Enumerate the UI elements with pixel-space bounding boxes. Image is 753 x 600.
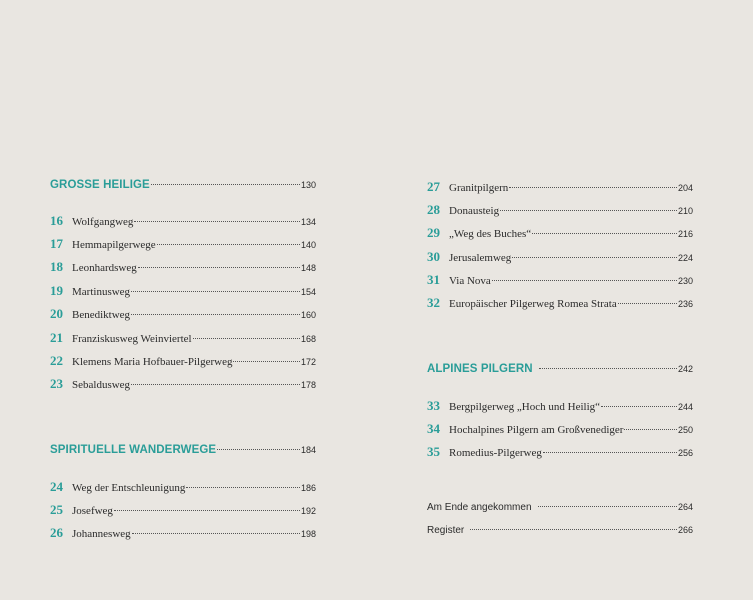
section-title: GROSSE HEILIGE <box>50 179 150 191</box>
chapter-title: Bergpilgerweg „Hoch und Heilig“ <box>449 401 601 413</box>
toc-entry <box>50 259 316 275</box>
leader-dots <box>193 338 300 339</box>
chapter-title: Granitpilgern <box>449 182 509 194</box>
toc-entry <box>50 525 316 541</box>
chapter-title: Weg der Entschleunigung <box>72 482 186 494</box>
section-heading-grosse-heilige <box>50 179 316 195</box>
leader-dots <box>114 510 300 511</box>
appendix-entry-register <box>427 525 693 541</box>
chapter-number: 21 <box>50 330 63 345</box>
chapter-number: 32 <box>427 295 440 310</box>
page-number: 172 <box>300 357 316 367</box>
page-number: 178 <box>300 380 316 390</box>
chapter-number: 16 <box>50 213 63 228</box>
toc-entry <box>50 479 316 495</box>
chapter-title: Europäischer Pilgerweg Romea Strata <box>449 298 617 310</box>
leader-dots <box>543 452 677 453</box>
chapter-title: Hemmapilgerwege <box>72 239 156 251</box>
chapter-number: 29 <box>427 225 440 240</box>
leader-dots <box>217 449 300 450</box>
section-heading-spirituelle-wanderwege <box>50 444 316 460</box>
page-number: 216 <box>677 229 693 239</box>
page-number: 244 <box>677 402 693 412</box>
leader-dots <box>131 384 300 385</box>
toc-entry <box>50 376 316 392</box>
leader-dots <box>618 303 677 304</box>
chapter-number: 18 <box>50 259 63 274</box>
page-number: 140 <box>300 240 316 250</box>
leader-dots <box>233 361 300 362</box>
page-number: 230 <box>677 276 693 286</box>
page-number: 186 <box>300 483 316 493</box>
toc-entry <box>427 179 693 195</box>
page-number: 198 <box>300 529 316 539</box>
toc-entry <box>427 272 693 288</box>
leader-dots <box>538 506 677 507</box>
page-number: 168 <box>300 334 316 344</box>
chapter-title: Josefweg <box>72 505 113 517</box>
leader-dots <box>134 221 300 222</box>
leader-dots <box>492 280 677 281</box>
page-number: 192 <box>300 506 316 516</box>
chapter-number: 17 <box>50 236 63 251</box>
chapter-number: 22 <box>50 353 63 368</box>
chapter-title: Hochalpines Pilgern am Großvenediger <box>449 424 624 436</box>
leader-dots <box>539 368 677 369</box>
page-number: 224 <box>677 253 693 263</box>
page-number: 210 <box>677 206 693 216</box>
chapter-title: Wolfgangweg <box>72 216 134 228</box>
leader-dots <box>601 406 677 407</box>
page-number: 154 <box>300 287 316 297</box>
page-number: 148 <box>300 263 316 273</box>
page-number: 266 <box>677 525 693 535</box>
appendix-entry-am-ende-angekommen <box>427 502 693 518</box>
toc-entry <box>50 330 316 346</box>
chapter-title: Klemens Maria Hofbauer-Pilgerweg <box>72 356 233 368</box>
toc-entry <box>50 306 316 322</box>
chapter-number: 28 <box>427 202 440 217</box>
leader-dots <box>131 291 300 292</box>
toc-entry <box>50 283 316 299</box>
chapter-title: Donausteig <box>449 205 500 217</box>
chapter-title: Jerusalemweg <box>449 252 512 264</box>
page-number: 130 <box>300 180 316 190</box>
leader-dots <box>157 244 300 245</box>
appendix-title: Am Ende angekommen <box>427 502 532 513</box>
chapter-number: 35 <box>427 444 440 459</box>
toc-entry <box>427 295 693 311</box>
page-number: 242 <box>677 364 693 374</box>
chapter-number: 33 <box>427 398 440 413</box>
leader-dots <box>500 210 677 211</box>
toc-entry <box>427 249 693 265</box>
page-number: 256 <box>677 448 693 458</box>
chapter-number: 20 <box>50 306 63 321</box>
section-title: ALPINES PILGERN <box>427 363 533 375</box>
page-number: 160 <box>300 310 316 320</box>
leader-dots <box>470 529 677 530</box>
toc-entry <box>50 502 316 518</box>
chapter-number: 19 <box>50 283 63 298</box>
chapter-title: Martinusweg <box>72 286 131 298</box>
leader-dots <box>624 429 677 430</box>
chapter-title: Johannesweg <box>72 528 131 540</box>
page-number: 250 <box>677 425 693 435</box>
toc-entry <box>50 236 316 252</box>
toc-entry <box>50 353 316 369</box>
chapter-title: Leonhardsweg <box>72 262 137 274</box>
chapter-title: Sebaldusweg <box>72 379 131 391</box>
section-heading-alpines-pilgern <box>427 363 693 379</box>
chapter-number: 34 <box>427 421 440 436</box>
chapter-title: Franziskusweg Weinviertel <box>72 333 192 345</box>
toc-entry <box>50 213 316 229</box>
chapter-number: 27 <box>427 179 440 194</box>
toc-entry <box>427 421 693 437</box>
section-title: SPIRITUELLE WANDERWEGE <box>50 444 217 456</box>
leader-dots <box>509 187 677 188</box>
chapter-number: 25 <box>50 502 63 517</box>
chapter-number: 31 <box>427 272 440 287</box>
page-number: 134 <box>300 217 316 227</box>
page-number: 264 <box>677 502 693 512</box>
leader-dots <box>151 184 300 185</box>
toc-entry <box>427 202 693 218</box>
leader-dots <box>512 257 677 258</box>
toc-entry <box>427 444 693 460</box>
chapter-title: „Weg des Buches“ <box>449 228 532 240</box>
page-number: 184 <box>300 445 316 455</box>
chapter-title: Via Nova <box>449 275 491 287</box>
appendix-title: Register <box>427 525 465 536</box>
chapter-number: 24 <box>50 479 63 494</box>
leader-dots <box>138 267 300 268</box>
leader-dots <box>532 233 677 234</box>
page-number: 236 <box>677 299 693 309</box>
toc-entry <box>427 225 693 241</box>
chapter-number: 23 <box>50 376 63 391</box>
leader-dots <box>132 533 300 534</box>
chapter-number: 30 <box>427 249 440 264</box>
chapter-title: Benediktweg <box>72 309 131 321</box>
chapter-title: Romedius-Pilgerweg <box>449 447 542 459</box>
toc-entry <box>427 398 693 414</box>
leader-dots <box>131 314 300 315</box>
chapter-number: 26 <box>50 525 63 540</box>
leader-dots <box>186 487 300 488</box>
page-number: 204 <box>677 183 693 193</box>
